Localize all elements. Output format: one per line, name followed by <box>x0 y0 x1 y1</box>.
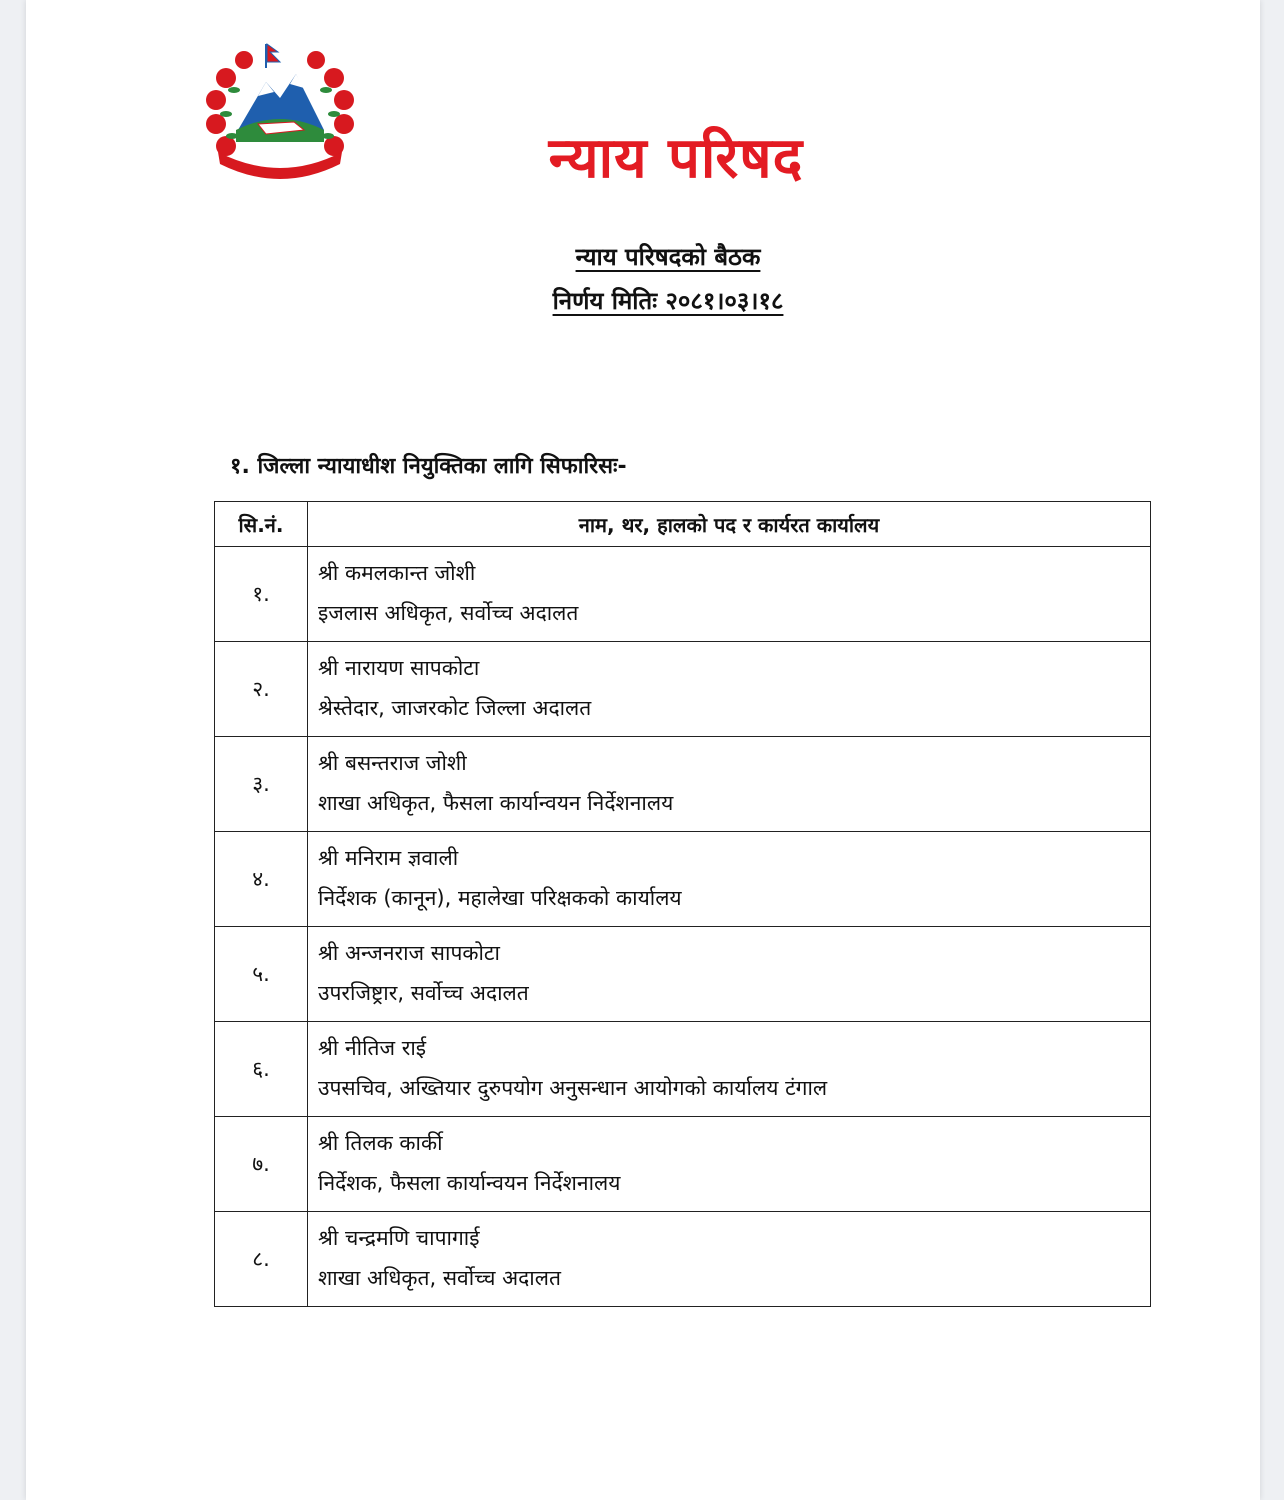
row-details <box>308 642 1151 737</box>
table-row <box>215 1117 1151 1212</box>
candidate-name: श्री तिलक कार्की <box>318 1131 443 1155</box>
row-serial: ८. <box>215 1212 308 1307</box>
candidate-name: श्री मनिराम ज्ञवाली <box>318 846 459 870</box>
candidate-post: उपरजिष्ट्रार, सर्वोच्च अदालत <box>318 981 529 1005</box>
row-details <box>308 737 1151 832</box>
candidate-post: निर्देशक, फैसला कार्यान्वयन निर्देशनालय <box>318 1171 621 1195</box>
candidate-post: निर्देशक (कानून), महालेखा परिक्षकको कार्यालय <box>318 886 682 910</box>
recommendation-table <box>214 501 1151 1307</box>
row-serial: १. <box>215 547 308 642</box>
row-serial: ७. <box>215 1117 308 1212</box>
candidate-post: उपसचिव, अख्तियार दुरुपयोग अनुसन्धान आयोगको कार्यालय टंगाल <box>318 1076 828 1100</box>
decision-date <box>368 284 968 317</box>
table-row <box>215 832 1151 927</box>
table-row <box>215 642 1151 737</box>
row-serial: ४. <box>215 832 308 927</box>
row-details <box>308 927 1151 1022</box>
section-heading: १. जिल्ला न्यायाधीश नियुक्तिका लागि सिफारिसः- <box>230 454 627 479</box>
candidate-name: श्री बसन्तराज जोशी <box>318 751 467 775</box>
candidate-post: इजलास अधिकृत, सर्वोच्च अदालत <box>318 601 579 625</box>
row-serial: ६. <box>215 1022 308 1117</box>
table-row <box>215 547 1151 642</box>
table-header-row <box>215 502 1151 547</box>
council-title: न्याय परिषद <box>548 126 804 191</box>
candidate-post: शाखा अधिकृत, सर्वोच्च अदालत <box>318 1266 561 1290</box>
nepal-emblem-icon <box>196 38 364 180</box>
candidate-post: श्रेस्तेदार, जाजरकोट जिल्ला अदालत <box>318 696 592 720</box>
decision-date-text: निर्णय मितिः २०८१।०३।१८ <box>552 287 784 315</box>
table-row <box>215 1022 1151 1117</box>
candidate-name: श्री नीतिज राई <box>318 1036 427 1060</box>
table-row <box>215 737 1151 832</box>
row-serial: ५. <box>215 927 308 1022</box>
header-serial: सि.नं. <box>215 502 308 547</box>
row-details <box>308 1022 1151 1117</box>
row-details <box>308 547 1151 642</box>
row-details <box>308 1117 1151 1212</box>
candidate-name: श्री नारायण सापकोटा <box>318 656 480 680</box>
row-details <box>308 832 1151 927</box>
meeting-title-text: न्याय परिषदको बैठक <box>575 243 761 271</box>
row-details <box>308 1212 1151 1307</box>
meeting-title <box>368 240 968 273</box>
table-row <box>215 1212 1151 1307</box>
table-row <box>215 927 1151 1022</box>
row-serial: २. <box>215 642 308 737</box>
candidate-post: शाखा अधिकृत, फैसला कार्यान्वयन निर्देशनालय <box>318 791 674 815</box>
candidate-name: श्री कमलकान्त जोशी <box>318 561 476 585</box>
candidate-name: श्री अन्जनराज सापकोटा <box>318 941 500 965</box>
row-serial: ३. <box>215 737 308 832</box>
header-details: नाम, थर, हालको पद र कार्यरत कार्यालय <box>308 502 1151 547</box>
candidate-name: श्री चन्द्रमणि चापागाई <box>318 1226 480 1250</box>
